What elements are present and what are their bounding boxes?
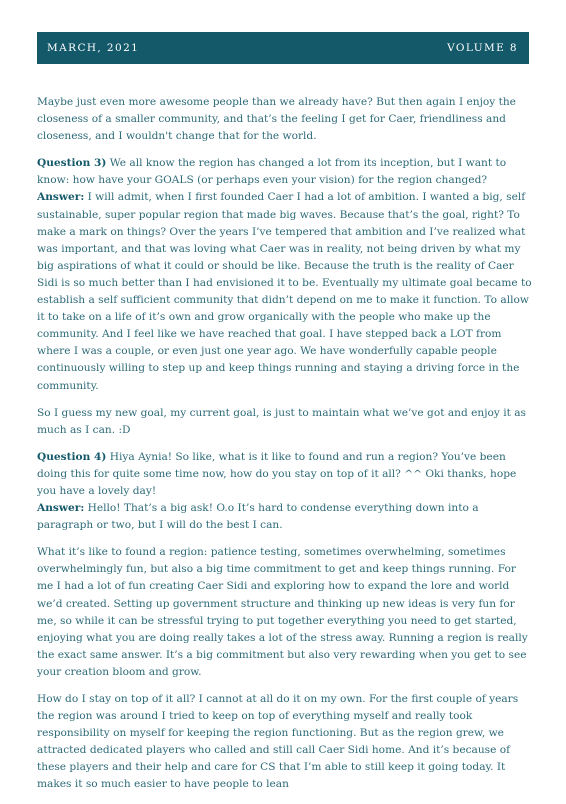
issue-volume: VOLUME 8	[447, 42, 518, 54]
answer-4-label: Answer:	[37, 502, 85, 515]
answer-3-label: Answer:	[37, 191, 85, 204]
goal-paragraph: So I guess my new goal, my current goal, is just to maintain what we’ve got and enjoy it as much as I can. :D	[37, 406, 526, 436]
question-4-block	[37, 449, 533, 534]
intro-paragraph: Maybe just even more awesome people than we already have? But then again I enjoy the closeness of a smaller community, and that’s the feeling I get for Caer, friendliness and closeness, and I wouldn't change that for the world.	[37, 96, 516, 143]
question-4-text: Hiya Aynia! So like, what is it like to found and run a region? You’ve been doing this for quite some time now, how do you stay on top of it all? ^^ Oki thanks, hope you have a lovely day!	[37, 450, 517, 497]
founding-paragraph: What it’s like to found a region: patience testing, sometimes overwhelming, sometimes overwhelmingly fun, but also a big time commitment to get and keep things running. For me I had a lot of fun creating Caer Sidi and exploring how to expand the lore and world we’d created. Setting up government structure and thinking up new ideas is very fun for me, so while it can be stressful trying to put together everything you need to get started, enjoying what you are doing really takes a lot of the stress away. Running a region is really the exact same answer. It’s a big commitment but also very rewarding when you get to see your creation bloom and grow.	[37, 546, 528, 678]
staying-on-top-paragraph: How do I stay on top of it all? I cannot at all do it on my own. For the first couple of years the region was around I tried to keep on top of everything myself and really took responsibility on myself for keeping the region functioning. But as the region grew, we attracted dedicated players who called and still call Caer Sidi home. And it’s because of these players and their help and care for CS that I’m able to still keep it going today. It makes it so much easier to have people to lean	[37, 693, 519, 791]
issue-date: MARCH, 2021	[47, 42, 140, 54]
question-4-label: Question 4)	[37, 450, 107, 463]
article-body	[37, 94, 533, 804]
newsletter-header-bar	[37, 32, 529, 64]
question-3-label: Question 3)	[37, 157, 107, 170]
answer-3-text: I will admit, when I first founded Caer I had a lot of ambition. I wanted a big, self sustainable, super popular region that made big waves. Because that’s the goal, right? To make a mark on things? Over the years I’ve tempered that ambition and I’ve realized what was important, and that was loving what Caer was in reality, not being driven by what my big aspirations of what it could or should be like. Because the truth is the reality of Caer Sidi is so much better than I had envisioned it to be. Eventually my ultimate goal became to establish a self sufficient community that didn’t depend on me to make it function. To allow it to take on a life of it’s own and grow organically with the people who make up the community. And I feel like we have reached that goal. I have stepped back a LOT from where I was a couple, or even just one year ago. We have wonderfully capable people continuously willing to step up and keep things running and staying a driving force in the community.	[37, 191, 532, 392]
question-3-text: We all know the region has changed a lot from its inception, but I want to know: how have your GOALS (or perhaps even your vision) for the region changed?	[37, 157, 507, 187]
answer-4-text: Hello! That’s a big ask! O.o It’s hard to condense everything down into a paragraph or two, but I will do the best I can.	[37, 502, 479, 532]
question-3-block	[37, 155, 533, 394]
